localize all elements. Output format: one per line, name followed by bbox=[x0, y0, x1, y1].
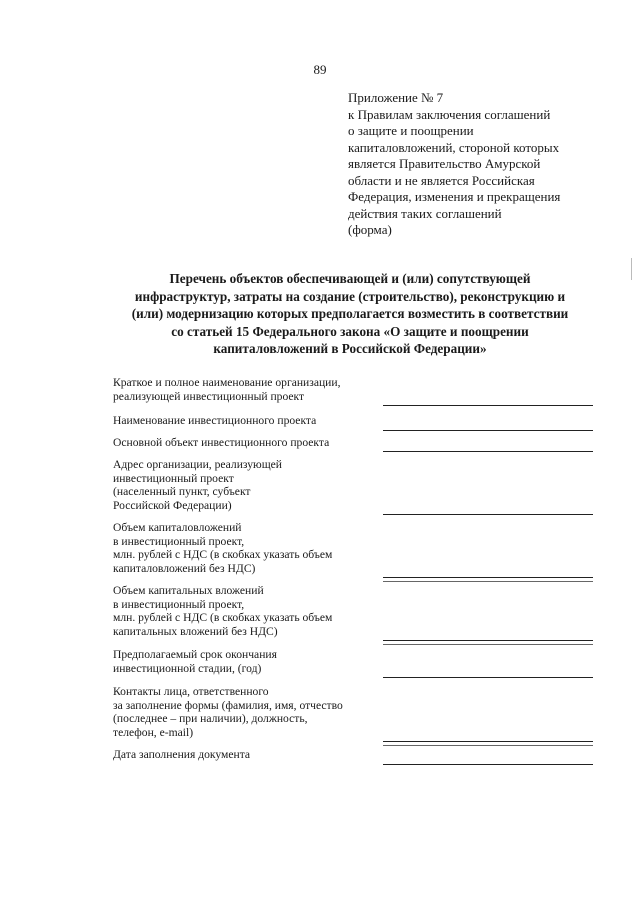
field-label-line: реализующей инвестиционный проект bbox=[113, 389, 305, 403]
field-responsible-contacts bbox=[113, 685, 603, 739]
field-label-line: Объем капитальных вложений bbox=[113, 584, 264, 597]
fill-in-line[interactable] bbox=[383, 514, 593, 515]
field-investment-stage-end bbox=[113, 648, 603, 675]
fill-in-line[interactable] bbox=[383, 640, 593, 641]
field-label bbox=[113, 458, 603, 512]
appendix-line: капиталовложений, стороной которых bbox=[348, 139, 560, 155]
field-label-line: в инвестиционный проект, bbox=[113, 597, 245, 611]
scan-margin-mark bbox=[631, 258, 632, 280]
field-label-line: Предполагаемый срок окончания bbox=[113, 648, 277, 661]
field-label bbox=[113, 376, 603, 403]
field-capital-investment-volume bbox=[113, 521, 603, 575]
appendix-line: Федерация, изменения и прекращения bbox=[348, 189, 561, 204]
fill-in-line[interactable] bbox=[383, 764, 593, 765]
field-main-object bbox=[113, 436, 603, 450]
field-label bbox=[113, 584, 603, 638]
field-label-line: Российской Федерации) bbox=[113, 498, 232, 512]
appendix-line: о защите и поощрении bbox=[348, 123, 474, 138]
field-organization-address bbox=[113, 458, 603, 512]
appendix-line: действия таких соглашений bbox=[348, 205, 502, 221]
field-label-line: млн. рублей с НДС (в скобках указать объем bbox=[113, 611, 333, 624]
field-label-line: за заполнение формы (фамилия, имя, отчество bbox=[113, 698, 343, 712]
fill-in-line[interactable] bbox=[383, 577, 593, 578]
form-fields bbox=[113, 376, 603, 762]
appendix-line: к Правилам заключения соглашений bbox=[348, 106, 551, 122]
field-organization-name bbox=[113, 376, 603, 403]
title-line: капиталовложений в Российской Федерации» bbox=[213, 341, 487, 356]
field-label-line: Адрес организации, реализующей bbox=[113, 458, 282, 471]
appendix-line: (форма) bbox=[348, 222, 392, 237]
field-label-line: млн. рублей с НДС (в скобках указать объем bbox=[113, 548, 333, 561]
field-label-line: инвестиционной стадии, (год) bbox=[113, 661, 262, 675]
title-line: (или) модернизацию которых предполагается возместить в соответствии bbox=[131, 306, 569, 321]
appendix-line: является Правительство Амурской bbox=[348, 156, 541, 171]
fill-in-line[interactable] bbox=[383, 430, 593, 431]
fill-in-line[interactable] bbox=[383, 451, 593, 452]
field-label-line: (населенный пункт, субъект bbox=[113, 485, 251, 498]
field-label-line: капиталовложений без НДС) bbox=[113, 561, 256, 575]
field-completion-date bbox=[113, 748, 603, 762]
field-label-line: (последнее – при наличии), должность, bbox=[113, 712, 308, 725]
title-line: инфраструктур, затраты на создание (строительство), реконструкцию и bbox=[134, 288, 566, 304]
appendix-line: Приложение № 7 bbox=[348, 90, 444, 105]
field-project-name bbox=[113, 414, 603, 428]
page-number: 89 bbox=[313, 62, 327, 77]
fill-in-line[interactable] bbox=[383, 741, 593, 742]
field-label bbox=[113, 414, 603, 428]
field-label-line: инвестиционный проект bbox=[113, 471, 234, 485]
field-label bbox=[113, 685, 603, 739]
field-label-line: Наименование инвестиционного проекта bbox=[113, 414, 317, 427]
field-label-line: в инвестиционный проект, bbox=[113, 534, 245, 548]
field-label-line: телефон, e-mail) bbox=[113, 725, 194, 739]
fill-in-line[interactable] bbox=[383, 677, 593, 678]
field-label-line: капитальных вложений без НДС) bbox=[113, 624, 278, 638]
field-label-line: Основной объект инвестиционного проекта bbox=[113, 435, 330, 449]
field-label-line: Контакты лица, ответственного bbox=[113, 685, 269, 698]
appendix-header bbox=[348, 90, 598, 239]
field-label-line: Объем капиталовложений bbox=[113, 521, 242, 534]
fill-in-line[interactable] bbox=[383, 405, 593, 406]
field-label bbox=[113, 648, 603, 675]
title-line: со статьей 15 Федерального закона «О защите и поощрении bbox=[171, 323, 529, 339]
field-capital-expenditure-volume bbox=[113, 584, 603, 638]
field-label-line: Краткое и полное наименование организации, bbox=[113, 376, 341, 389]
title-line: Перечень объектов обеспечивающей и (или) сопутствующей bbox=[169, 271, 531, 286]
field-label bbox=[113, 748, 603, 762]
appendix-line: области и не является Российская bbox=[348, 172, 535, 188]
field-label-line: Дата заполнения документа bbox=[113, 748, 251, 761]
field-label bbox=[113, 521, 603, 575]
field-label bbox=[113, 436, 603, 450]
form-title bbox=[90, 270, 610, 358]
